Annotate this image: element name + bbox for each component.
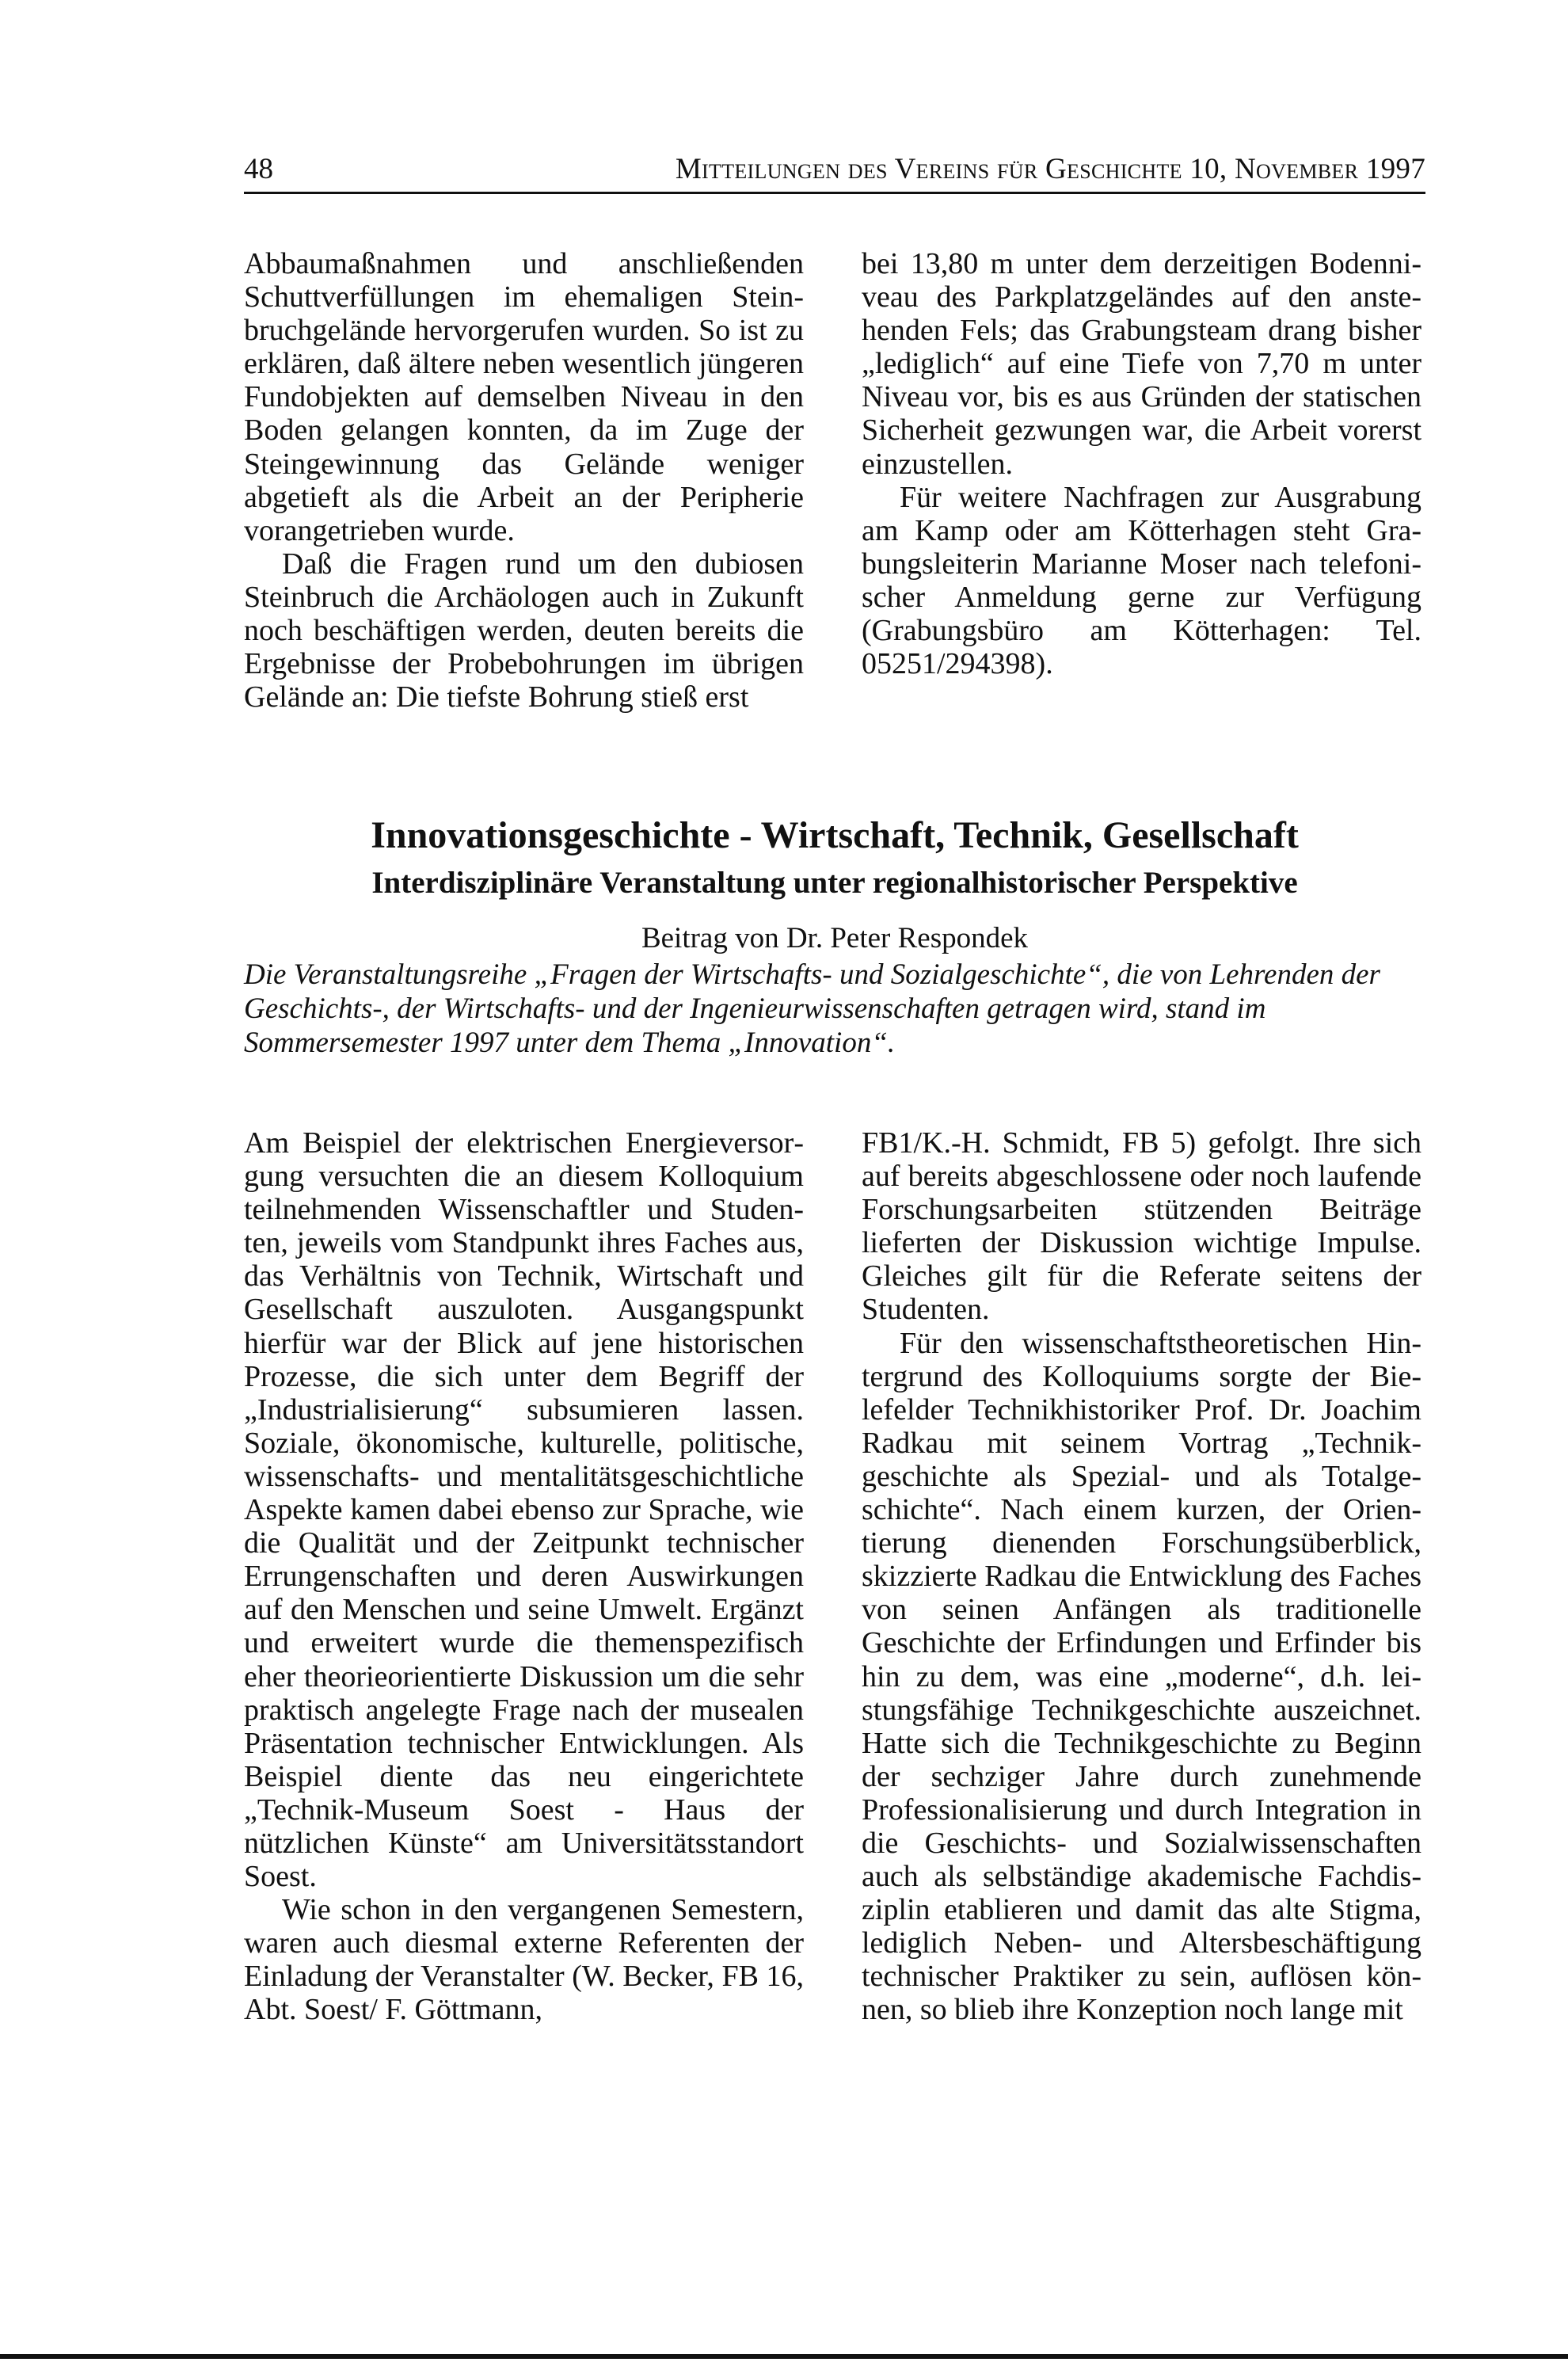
paragraph: FB1/K.-H. Schmidt, FB 5) gefolgt. Ihre sich auf bereits abgeschlossene oder noch laufende Forschungsarbeiten stützenden Beiträge lieferten der Diskussion wichtige Impulse. Gleiches gilt für die Referate seitens der Studenten. [862,1126,1421,1327]
paragraph: bei 13,80 m unter dem derzeitigen Bodenniveau des Parkplatzgeländes auf den anstehenden Fels; das Grabungsteam drang bisher „lediglich“ auf eine Tiefe von 7,70 m unter Niveau vor, bis es aus Gründen der statischen Sicherheit gezwungen war, die Arbeit vorerst einzustellen. [862,247,1421,481]
journal-title: Mitteilungen des Vereins für Geschichte 10, November 1997 [675,153,1425,185]
article-title: Innovationsgeschichte - Wirtschaft, Technik, Gesellschaft [371,814,1299,856]
article-subtitle: Interdisziplinäre Veranstaltung unter regionalhistorischer Perspektive [371,866,1298,900]
article-column-2 [862,1126,1421,2027]
paragraph: Wie schon in den vergangenen Semestern, waren auch diesmal externe Referenten der Einladung der Veranstalter (W. Becker, FB 16, Abt. Soest/ F. Göttmann, [244,1893,804,2027]
paragraph: Für den wissenschaftstheoretischen Hintergrund des Kolloquiums sorgte der Bielefelder Technikhistoriker Prof. Dr. Joachim Radkau mit seinem Vortrag „Technikgeschichte als Spezial- und als Totalgeschichte“. Nach einem kurzen, der Orientierung dienenden Forschungsüberblick, skizzierte Radkau die Entwicklung des Faches von seinen Anfängen als traditionelle Geschichte der Erfindungen und Erfinder bis hin zu dem, was eine „moderne“, d.h. leistungsfähige Technikgeschichte auszeichnet. Hatte sich die Technikgeschichte zu Beginn der sechziger Jahre durch zunehmende Professionalisierung und durch Integration in die Geschichts- und Sozialwissenschaften auch als selbständige akademische Fachdisziplin etablieren und damit das alte Stigma, lediglich Neben- und Altersbeschäftigung technischer Praktiker zu sein, auflösen können, so blieb ihre Konzeption noch lange mit [862,1326,1421,2027]
paragraph: Daß die Fragen rund um den dubiosen Steinbruch die Archäologen auch in Zukunft noch beschäftigen werden, deuten bereits die Ergebnisse der Probebohrungen im übrigen Gelände an: Die tiefste Bohrung stieß erst [244,547,804,714]
paragraph: Abbaumaßnahmen und anschließenden Schuttverfüllungen im ehemaligen Steinbruchgelände hervorgerufen wurden. So ist zu erklären, daß ältere neben wesentlich jüngeren Fundobjekten auf demselben Niveau in den Boden gelangen konnten, da im Zuge der Steingewinnung das Gelände weniger abgetieft als die Arbeit an der Peripherie vorangetrieben wurde. [244,247,804,547]
paragraph: Für weitere Nachfragen zur Ausgrabung am Kamp oder am Kötterhagen steht Grabungsleiterin Marianne Moser nach telefonischer Anmeldung gerne zur Verfügung (Grabungsbüro am Kötterhagen: Tel. 05251/294398). [862,480,1421,681]
page-number: 48 [244,153,273,185]
previous-article-column-2 [862,247,1421,680]
article-header [244,812,1425,1060]
article-lead: Die Veranstaltungsreihe „Fragen der Wirtschafts- und Sozialgeschichte“, die von Lehrenden der Geschichts-, der Wirtschafts- und der Ingenieurwissenschaften getragen wird, stand im Sommersemester 1997 unter dem Thema „Innovation“. [244,958,1380,1059]
article-author: Beitrag von Dr. Peter Respondek [641,922,1029,954]
article-column-1 [244,1126,804,2027]
paragraph: Am Beispiel der elektrischen Energieversorgung versuchten die an diesem Kolloquium teilnehmenden Wissenschaftler und Studenten, jeweils vom Standpunkt ihres Faches aus, das Verhältnis von Technik, Wirtschaft und Gesellschaft auszuloten. Ausgangspunkt hierfür war der Blick auf jene historischen Prozesse, die sich unter dem Begriff der „Industrialisierung“ subsumieren lassen. Soziale, ökonomische, kulturelle, politische, wissenschafts- und mentalitätsgeschichtliche Aspekte kamen dabei ebenso zur Sprache, wie die Qualität und der Zeitpunkt technischer Errungenschaften und deren Auswirkungen auf den Menschen und seine Umwelt. Ergänzt und erweitert wurde die themenspezifisch eher theorieorientierte Diskussion um die sehr praktisch angelegte Frage nach der musealen Präsentation technischer Entwicklungen. Als Beispiel diente das neu eingerichtete „Technik-Museum Soest - Haus der nützlichen Künste“ am Universitätsstandort Soest. [244,1126,804,1894]
running-head [244,152,1425,187]
scan-bottom-edge [0,2354,1568,2359]
header-rule [244,192,1425,194]
previous-article-column-1 [244,247,804,714]
